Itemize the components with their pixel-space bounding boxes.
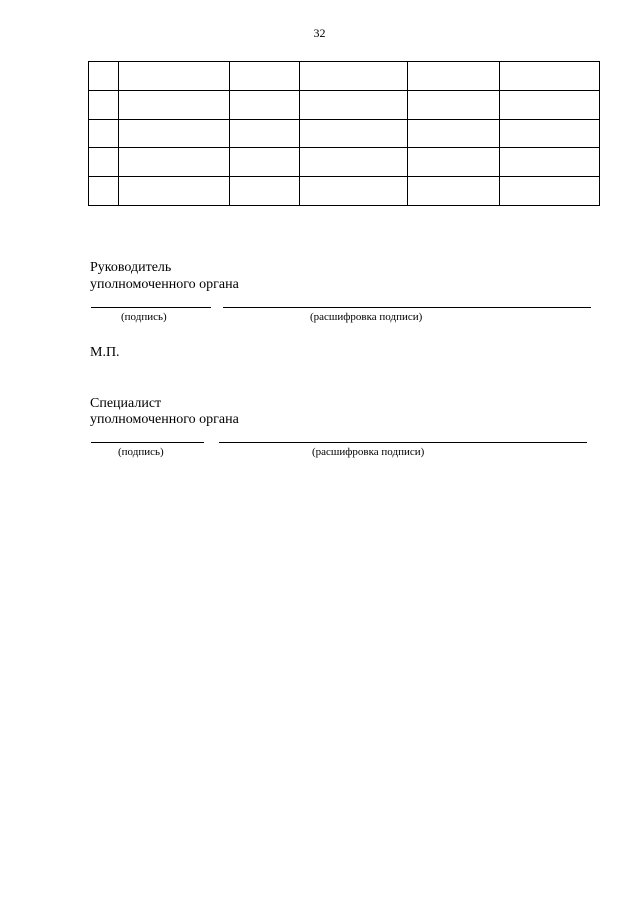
table-cell bbox=[89, 177, 119, 206]
table-cell bbox=[119, 177, 230, 206]
table-cell bbox=[300, 119, 408, 148]
table-cell bbox=[300, 90, 408, 119]
table-cell bbox=[500, 177, 600, 206]
specialist-title-line2: уполномоченного органа bbox=[90, 412, 239, 427]
table-cell bbox=[89, 62, 119, 91]
table-cell bbox=[230, 62, 300, 91]
table-cell bbox=[300, 177, 408, 206]
table-cell bbox=[500, 90, 600, 119]
table-cell bbox=[500, 119, 600, 148]
empty-table bbox=[88, 61, 600, 206]
table-cell bbox=[119, 119, 230, 148]
page-number: 32 bbox=[313, 26, 326, 40]
head-decryption-line bbox=[223, 307, 591, 308]
specialist-signature-line bbox=[91, 442, 204, 443]
table-cell bbox=[408, 119, 500, 148]
table-cell bbox=[89, 119, 119, 148]
table-cell bbox=[230, 90, 300, 119]
table-cell bbox=[230, 148, 300, 177]
table-cell bbox=[230, 119, 300, 148]
table-cell bbox=[300, 62, 408, 91]
table-row bbox=[89, 148, 600, 177]
table-cell bbox=[500, 62, 600, 91]
head-title-line1: Руководитель bbox=[90, 260, 172, 275]
table-cell bbox=[408, 177, 500, 206]
table-row bbox=[89, 62, 600, 91]
table-cell bbox=[89, 148, 119, 177]
head-title-line2: уполномоченного органа bbox=[90, 277, 239, 292]
table-cell bbox=[300, 148, 408, 177]
specialist-title-line1: Специалист bbox=[90, 396, 162, 411]
specialist-decryption-line bbox=[219, 442, 587, 443]
specialist-decryption-label: (расшифровка подписи) bbox=[312, 446, 425, 458]
table-cell bbox=[230, 177, 300, 206]
table-cell bbox=[408, 148, 500, 177]
specialist-signature-label: (подпись) bbox=[118, 446, 164, 458]
table-cell bbox=[500, 148, 600, 177]
table-cell bbox=[408, 90, 500, 119]
head-signature-line bbox=[91, 307, 211, 308]
table-row bbox=[89, 177, 600, 206]
table-cell bbox=[408, 62, 500, 91]
table-cell bbox=[119, 62, 230, 91]
table-cell bbox=[89, 90, 119, 119]
head-signature-label: (подпись) bbox=[121, 311, 167, 323]
head-decryption-label: (расшифровка подписи) bbox=[310, 311, 423, 323]
table-row bbox=[89, 90, 600, 119]
table-row bbox=[89, 119, 600, 148]
table-cell bbox=[119, 148, 230, 177]
table-cell bbox=[119, 90, 230, 119]
stamp-mark: М.П. bbox=[90, 345, 120, 360]
